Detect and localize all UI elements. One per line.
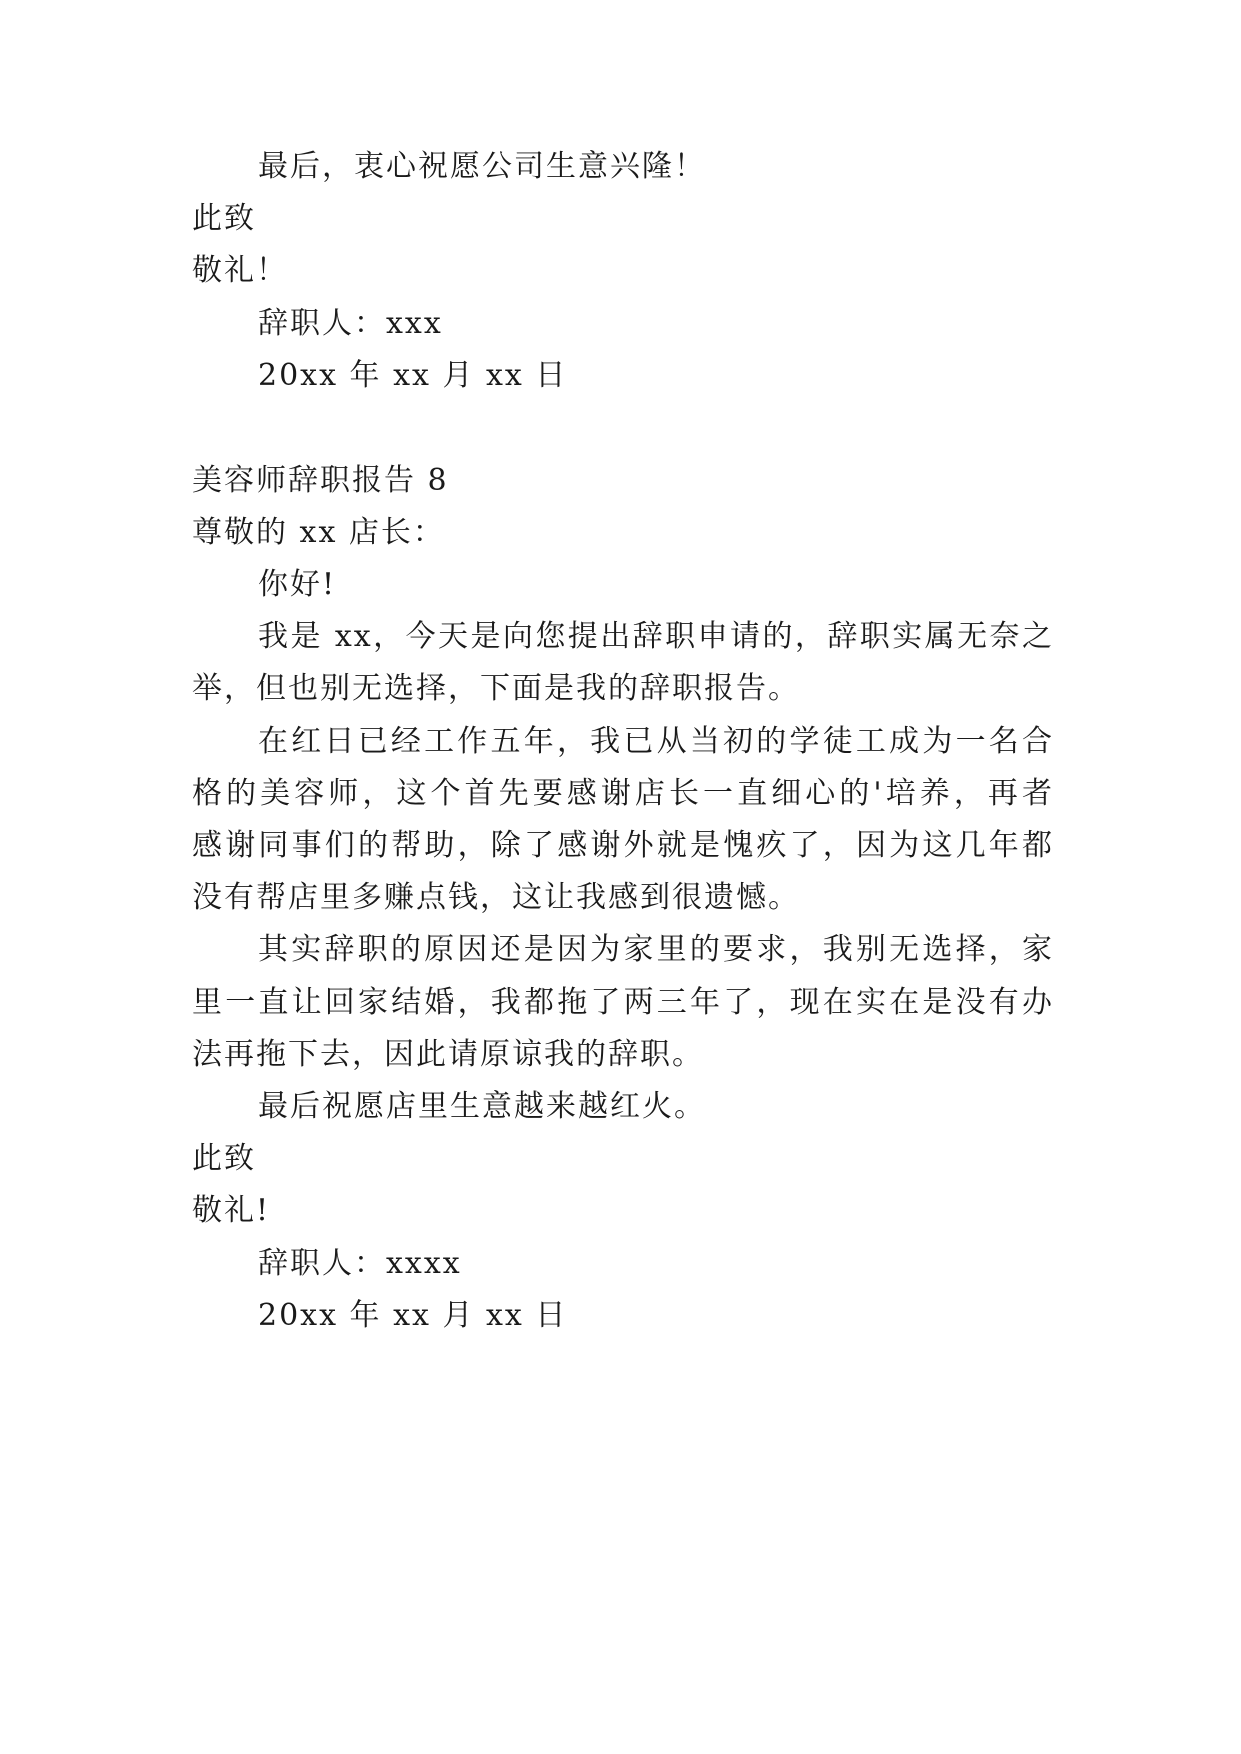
greeting-line: 你好! <box>258 567 337 602</box>
closing-wish-1: 最后，衷心祝愿公司生意兴隆！ <box>258 149 706 184</box>
date-1: 20xx 年 xx 月 xx 日 <box>258 358 568 393</box>
date-2: 20xx 年 xx 月 xx 日 <box>258 1298 568 1333</box>
paragraph-2-line-3: 感谢同事们的帮助，除了感谢外就是愧疚了，因为这几年都 <box>192 828 1054 863</box>
salutation-jingli-2: 敬礼! <box>192 1193 271 1228</box>
salutation-cizhi-2: 此致 <box>192 1141 256 1176</box>
paragraph-2-line-2: 格的美容师，这个首先要感谢店长一直细心的'培养，再者 <box>192 776 1054 811</box>
paragraph-2-line-1: 在红日已经工作五年，我已从当初的学徒工成为一名合 <box>258 724 1054 759</box>
paragraph-3-line-2: 里一直让回家结婚，我都拖了两三年了，现在实在是没有办 <box>192 985 1054 1020</box>
paragraph-1-line-2: 举，但也别无选择，下面是我的辞职报告。 <box>192 671 800 706</box>
paragraph-3-line-3: 法再拖下去，因此请原谅我的辞职。 <box>192 1037 704 1072</box>
salutation-cizhi-1: 此致 <box>192 201 256 236</box>
salutation-jingli-1: 敬礼！ <box>192 253 288 288</box>
report-title: 美容师辞职报告 8 <box>192 463 449 498</box>
signer-2: 辞职人：xxxx <box>258 1246 462 1281</box>
recipient-line: 尊敬的 xx 店长： <box>192 515 445 550</box>
signer-1: 辞职人：xxx <box>258 306 443 341</box>
paragraph-2-line-4: 没有帮店里多赚点钱，这让我感到很遗憾。 <box>192 880 800 915</box>
paragraph-1-line-1: 我是 xx，今天是向您提出辞职申请的，辞职实属无奈之 <box>258 619 1054 654</box>
closing-wish-2: 最后祝愿店里生意越来越红火。 <box>258 1089 706 1124</box>
paragraph-3-line-1: 其实辞职的原因还是因为家里的要求，我别无选择，家 <box>258 932 1054 967</box>
